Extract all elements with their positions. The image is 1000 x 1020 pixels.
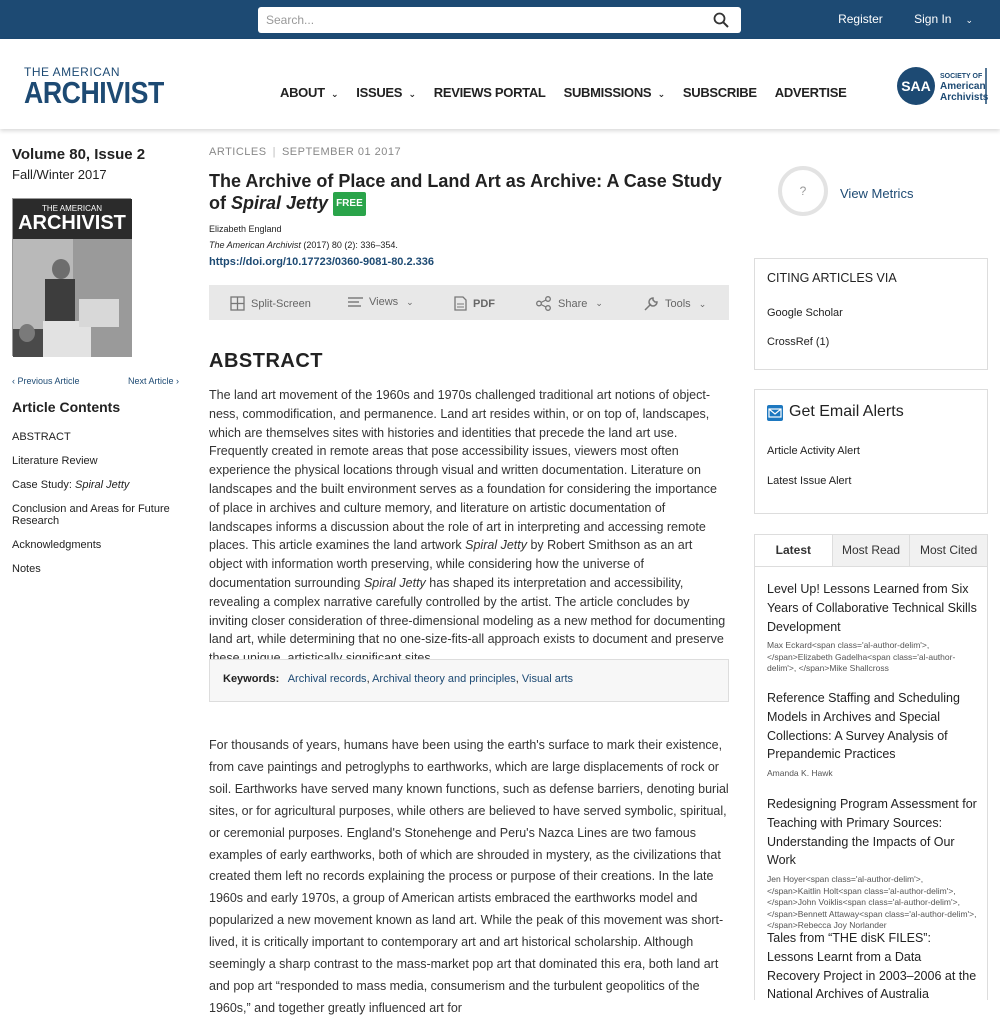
chevron-down-icon: ⌄: [595, 298, 603, 308]
keyword-link[interactable]: Visual arts: [521, 673, 574, 685]
search-icon[interactable]: [713, 12, 729, 28]
latest-article-title[interactable]: Tales from “THE disK FILES”: Lessons Learnt from a Data Recovery Project in 2003–2006 at the National Archives of Australia: [767, 931, 977, 1002]
nav-reviews-label: REVIEWS PORTAL: [433, 85, 546, 100]
article-activity-alert-link[interactable]: Article Activity Alert: [767, 445, 860, 457]
wrench-icon: [643, 296, 659, 312]
abstract-part-2: by Robert Smithson as an art object with information worth preserving, while considering how the universe of documentation surrounding: [209, 538, 693, 590]
article-title: [209, 170, 729, 216]
abstract-italic-2: Spiral Jetty: [363, 575, 426, 590]
list-icon: [348, 296, 363, 308]
meta-separator: |: [272, 146, 276, 158]
nav-issues[interactable]: [356, 85, 415, 100]
nav-subscribe[interactable]: [683, 85, 757, 100]
next-article-link[interactable]: [128, 376, 179, 386]
logo-big-text: ARCHIVIST: [24, 75, 164, 110]
latest-article-title[interactable]: Reference Staffing and Scheduling Models in Archives and Special Collections: A Survey Analysis of Prepandemic Practices: [767, 691, 960, 762]
toc-item-abstract[interactable]: ABSTRACT: [12, 431, 71, 443]
view-metrics-link[interactable]: View Metrics: [840, 186, 914, 201]
next-article-label: Next Article: [128, 376, 174, 386]
split-screen-button[interactable]: [230, 296, 311, 311]
toc-item-conclusion[interactable]: Conclusion and Areas for Future Research: [12, 503, 170, 527]
article-main: [209, 146, 729, 1015]
pdf-label: PDF: [473, 297, 495, 310]
free-badge: FREE: [333, 192, 366, 216]
previous-article-label: Previous Article: [17, 376, 80, 386]
sign-in-label: Sign In: [914, 12, 952, 26]
list-item: [767, 929, 977, 1004]
toc-item-acknowledgments[interactable]: Acknowledgments: [12, 539, 102, 551]
keywords-box: [209, 659, 729, 702]
article-contents-heading: Article Contents: [12, 399, 121, 415]
nav-reviews-portal[interactable]: [434, 85, 546, 100]
account-links: [824, 12, 973, 26]
chevron-down-icon: ⌄: [965, 15, 973, 25]
saa-logo[interactable]: [896, 66, 988, 106]
issue-cover-image[interactable]: [12, 198, 131, 356]
crossref-link[interactable]: CrossRef (1): [767, 336, 830, 348]
share-dropdown[interactable]: [536, 296, 603, 311]
tab-latest[interactable]: Latest: [755, 535, 832, 566]
journal-logo[interactable]: [24, 66, 187, 108]
nav-submissions[interactable]: [564, 85, 665, 100]
keyword-link[interactable]: Archival records: [287, 673, 367, 685]
latest-articles-list: [754, 567, 988, 1000]
abstract-part-1: The land art movement of the 1960s and 1970s challenged traditional art notions of object-ness, commodification, and permanence. Land art resides within, or on top of, landscapes, which are themselves sites with histories and identities that precede the land art use. Frequently created in remote areas that pose accessibility issues, viewers most often experience the physical locations through visual and written documentation. Literature on landscapes and the built environment serves as a foundation for considering the importance of place in archives and culture memory, and literature on artistic documentation of landscapes informs a discussion about the role of art in interpreting and accessing remote places. This article examines the land artwork: [209, 388, 717, 553]
share-label: Share: [558, 297, 588, 310]
latest-article-title[interactable]: Level Up! Lessons Learned from Six Years of Collaborative Technical Skills Development: [767, 582, 977, 634]
nav-advertise-label: ADVERTISE: [774, 85, 847, 100]
chevron-down-icon: ⌄: [406, 296, 414, 307]
article-title-main: The Archive of Place and Land Art as Archive: A Case Study of: [209, 171, 722, 213]
article-body-text: For thousands of years, humans have been using the earth's surface to mark their existence, from cave paintings and petroglyphs to earthworks, which are large displacements of rock or soil. Earthworks have served many known functions, such as defense barriers, denoting burial sites, or for agricultural purposes, while others are believed to have served symbolic, spiritual, or ceremonial purposes. England's Stonehenge and Peru's Nazca Lines are two famous examples of early earthworks, both of which are shrouded in mystery, as the civilizations that created them left no records explaining the process or purpose of their creations. In the late 1960s and early 1970s, a group of American artists embraced the earthworks model and popularized a new movement known as land art. While the peak of this movement was short-lived, it is critically important to contemporary art and art historical scholarship. Although seemingly a sharp contrast to the mass-market pop art that dominated this era, both land art and pop art “responded to mass media, consumerism and the turbulent geopolitics of the 1960s,” and together greatly influenced art for: [209, 738, 729, 1015]
articles-tabs: [754, 534, 988, 567]
list-item: [767, 689, 977, 780]
tools-dropdown[interactable]: [643, 296, 706, 312]
citing-heading: CITING ARTICLES VIA: [767, 271, 897, 285]
article-date: SEPTEMBER 01 2017: [281, 146, 402, 158]
abstract-text: [209, 386, 729, 668]
nav-submissions-label: SUBMISSIONS: [563, 85, 652, 100]
google-scholar-link[interactable]: Google Scholar: [767, 307, 843, 319]
pdf-icon: [454, 296, 467, 311]
saa-line3: Archivists: [940, 92, 989, 103]
citation-journal: The American Archivist: [209, 240, 301, 250]
citing-articles-panel: [754, 258, 988, 370]
keyword-link[interactable]: Archival theory and principles: [372, 673, 516, 685]
toc-item-case-study[interactable]: [12, 479, 182, 491]
article-author[interactable]: Elizabeth England: [209, 224, 282, 234]
sign-in-link[interactable]: [900, 12, 973, 26]
latest-issue-alert-link[interactable]: Latest Issue Alert: [767, 475, 852, 487]
toc-item-literature-review[interactable]: Literature Review: [12, 455, 98, 467]
article-pager: [12, 376, 182, 392]
email-alerts-panel: [754, 389, 988, 514]
split-screen-label: Split-Screen: [251, 297, 311, 310]
issue-season: Fall/Winter 2017: [12, 167, 107, 182]
top-bar: [0, 0, 1000, 39]
chevron-right-icon: ›: [173, 376, 180, 386]
nav-about[interactable]: [280, 85, 338, 100]
saa-line2: American: [940, 81, 986, 92]
list-item: [767, 795, 977, 932]
logo-small-text: THE AMERICAN: [24, 65, 121, 79]
nav-subscribe-label: SUBSCRIBE: [682, 85, 757, 100]
article-citation: [209, 240, 729, 250]
tab-most-read[interactable]: Most Read: [832, 535, 910, 566]
metrics-donut-icon: ?: [778, 166, 828, 216]
article-type[interactable]: ARTICLES: [209, 146, 267, 158]
abstract-part-3: has shaped its interpretation and accessibility, revealing a complex narrative carefully controlled by the artist. The article concludes by inviting closer consideration of three-dimensional modeling as a new method for documenting land art, while determining that no one-size-fits-all approach exists to document and preserve: [209, 575, 726, 647]
chevron-down-icon: ⌄: [331, 89, 339, 99]
views-label: Views: [369, 296, 399, 308]
previous-article-link[interactable]: [12, 376, 80, 386]
chevron-down-icon: ⌄: [408, 89, 416, 99]
toc-item-notes[interactable]: Notes: [12, 563, 41, 575]
citation-details: (2017) 80 (2): 336–354.: [300, 240, 398, 250]
article-meta: [209, 146, 729, 158]
list-item: [767, 580, 977, 675]
article-title-italic: Spiral Jetty: [231, 193, 329, 213]
split-screen-icon: [230, 296, 245, 311]
tab-most-cited[interactable]: Most Cited: [909, 535, 987, 566]
chevron-down-icon: ⌄: [657, 89, 665, 99]
issue-volume[interactable]: Volume 80, Issue 2: [12, 146, 146, 163]
view-metrics[interactable]: [778, 166, 988, 216]
main-nav: [280, 85, 864, 100]
email-alerts-heading: Get Email Alerts: [789, 403, 904, 420]
register-link[interactable]: Register: [838, 12, 883, 26]
abstract-italic-1: Spiral Jetty: [465, 538, 527, 553]
keywords-label: Keywords:: [223, 673, 280, 685]
cover-title-small: THE AMERICAN: [41, 204, 103, 213]
views-dropdown[interactable]: [348, 296, 414, 308]
nav-about-label: ABOUT: [280, 85, 325, 100]
search-input[interactable]: [258, 7, 698, 33]
article-toolbar: [209, 285, 729, 320]
chevron-down-icon: ⌄: [698, 298, 707, 309]
share-icon: [536, 296, 552, 311]
keyword-separator: ,: [366, 673, 373, 685]
search-box[interactable]: [258, 7, 741, 33]
chevron-left-icon: ‹: [12, 376, 18, 386]
toc-case-study-label: Case Study:: [12, 479, 75, 491]
latest-article-title[interactable]: Redesigning Program Assessment for Teaching with Primary Sources: Understanding the Impacts of Our Work: [767, 797, 977, 868]
saa-abbr: SAA: [901, 78, 931, 94]
site-header: [0, 39, 1000, 129]
article-contents-list: [12, 431, 182, 575]
latest-article-authors: Max Eckard<span class='al-author-delim'>, </span>Elizabeth Gadelha<span class='al-author-delim'>, </span>Mike Shallcross: [767, 640, 956, 674]
doi-link[interactable]: https://doi.org/10.17723/0360-9081-80.2.336: [209, 256, 435, 268]
latest-article-authors: Amanda K. Hawk: [767, 768, 833, 779]
cover-artwork: [13, 199, 132, 357]
issue-sidebar: [12, 146, 182, 587]
tools-label: Tools: [665, 298, 691, 310]
nav-advertise[interactable]: [775, 85, 847, 100]
pdf-button[interactable]: [454, 296, 495, 311]
abstract-heading: ABSTRACT: [209, 350, 323, 372]
cover-title-big: ARCHIVIST: [18, 212, 126, 234]
toc-case-study-italic: Spiral Jetty: [74, 479, 130, 491]
keyword-separator: ,: [515, 673, 522, 685]
saa-line1: SOCIETY OF: [940, 73, 983, 80]
nav-issues-label: ISSUES: [356, 85, 403, 100]
envelope-icon: [767, 405, 783, 421]
latest-article-authors: Jen Hoyer<span class='al-author-delim'>, </span>Kaitlin Holt<span class='al-author-delim'>, </span>John Voiklis<span class='al-author-delim'>, </span>Bennett Attaway<span class='al-author-delim'>, </span>Rebecca Joy Norlander: [767, 874, 977, 931]
